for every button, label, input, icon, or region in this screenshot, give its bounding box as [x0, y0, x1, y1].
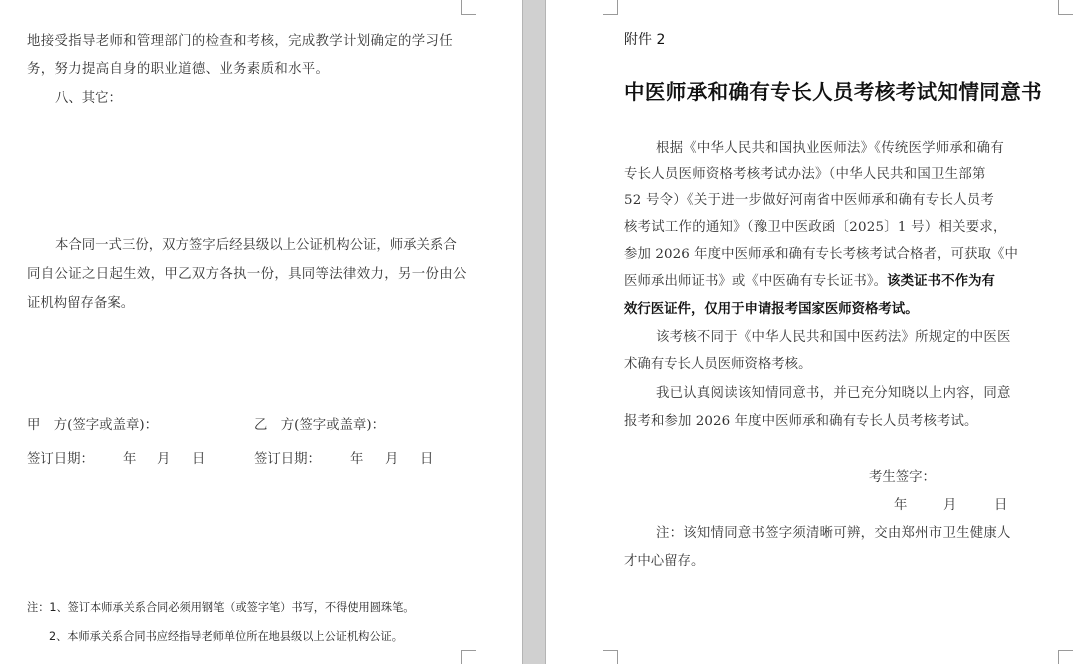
date-month: 月 [943, 498, 957, 513]
paragraph-line: 报考和参加 2026 年度中医师承和确有专长人员考核考试。 [624, 414, 978, 429]
crop-mark-bottom-left [603, 650, 618, 664]
date-day-a: 日 [192, 452, 206, 467]
bold-notice-text: 该类证书不作为有 [887, 273, 996, 289]
crop-mark-bottom-right [461, 650, 476, 664]
paragraph-line: 术确有专长人员医师资格考核。 [624, 357, 812, 372]
party-a-signature-label: 甲 方(签字或盖章)： [27, 418, 158, 433]
body-line: 同自公证之日起生效，甲乙双方各执一份，具同等法律效力，另一份由公 [27, 267, 467, 282]
section-heading: 八、其它： [55, 91, 122, 106]
footnote: 注：1、签订本师承关系合同必须用钢笔（或签字笔）书写，不得使用圆珠笔。 [27, 601, 415, 614]
examinee-signature-label: 考生签字： [869, 470, 936, 485]
paragraph-text: 医师承出师证书》或《中医确有专长证书》。 [624, 274, 888, 289]
bold-notice-line: 效行医证件，仅用于申请报考国家医师资格考试。 [624, 301, 919, 317]
page-title: 中医师承和确有专长人员考核考试知情同意书 [624, 80, 1042, 104]
body-line: 地接受指导老师和管理部门的检查和考核，完成教学计划确定的学习任 [27, 34, 453, 49]
paragraph-line: 该考核不同于《中华人民共和国中医药法》所规定的中医医 [656, 330, 1011, 345]
note-line: 注：该知情同意书签字须清晰可辨，交由郑州市卫生健康人 [656, 526, 1011, 541]
date-year: 年 [894, 498, 908, 513]
date-month-b: 月 [385, 452, 399, 467]
document-page-left [0, 0, 522, 664]
paragraph-line: 参加 2026 年度中医师承和确有专长考核考试合格者，可获取《中 [624, 247, 1018, 262]
crop-mark-top-left [603, 0, 618, 15]
body-line: 务，努力提高自身的职业道德、业务素质和水平。 [27, 62, 330, 77]
paragraph-line: 我已认真阅读该知情同意书，并已充分知晓以上内容，同意 [656, 386, 1011, 401]
body-line: 证机构留存备案。 [27, 296, 135, 311]
crop-mark-top-right [461, 0, 476, 15]
paragraph-line: 根据《中华人民共和国执业医师法》《传统医学师承和确有 [656, 141, 1004, 156]
paragraph-line: 52 号令）《关于进一步做好河南省中医师承和确有专长人员考 [624, 193, 994, 208]
date-year-b: 年 [350, 452, 364, 467]
paragraph-line-mixed [624, 270, 995, 289]
party-b-signature-label: 乙 方(签字或盖章)： [254, 418, 385, 433]
footnote: 2、本师承关系合同书应经指导老师单位所在地县级以上公证机构公证。 [49, 630, 403, 643]
paragraph-line: 核考试工作的通知》（豫卫中医政函〔2025〕1 号）相关要求， [624, 220, 1007, 235]
date-year-a: 年 [123, 452, 137, 467]
page-gutter [522, 0, 546, 664]
note-line: 才中心留存。 [624, 554, 705, 569]
crop-mark-top-right [1058, 0, 1073, 15]
paragraph-line: 专长人员医师资格考核考试办法》（中华人民共和国卫生部第 [624, 167, 986, 182]
crop-mark-bottom-right [1058, 650, 1073, 664]
date-day: 日 [994, 498, 1008, 513]
document-page-right [546, 0, 1080, 664]
sign-date-label-b: 签订日期： [254, 452, 321, 467]
attachment-label: 附件 2 [624, 32, 666, 48]
date-month-a: 月 [157, 452, 171, 467]
date-day-b: 日 [420, 452, 434, 467]
sign-date-label-a: 签订日期： [27, 452, 94, 467]
body-line: 本合同一式三份，双方签字后经县级以上公证机构公证，师承关系合 [55, 238, 457, 253]
